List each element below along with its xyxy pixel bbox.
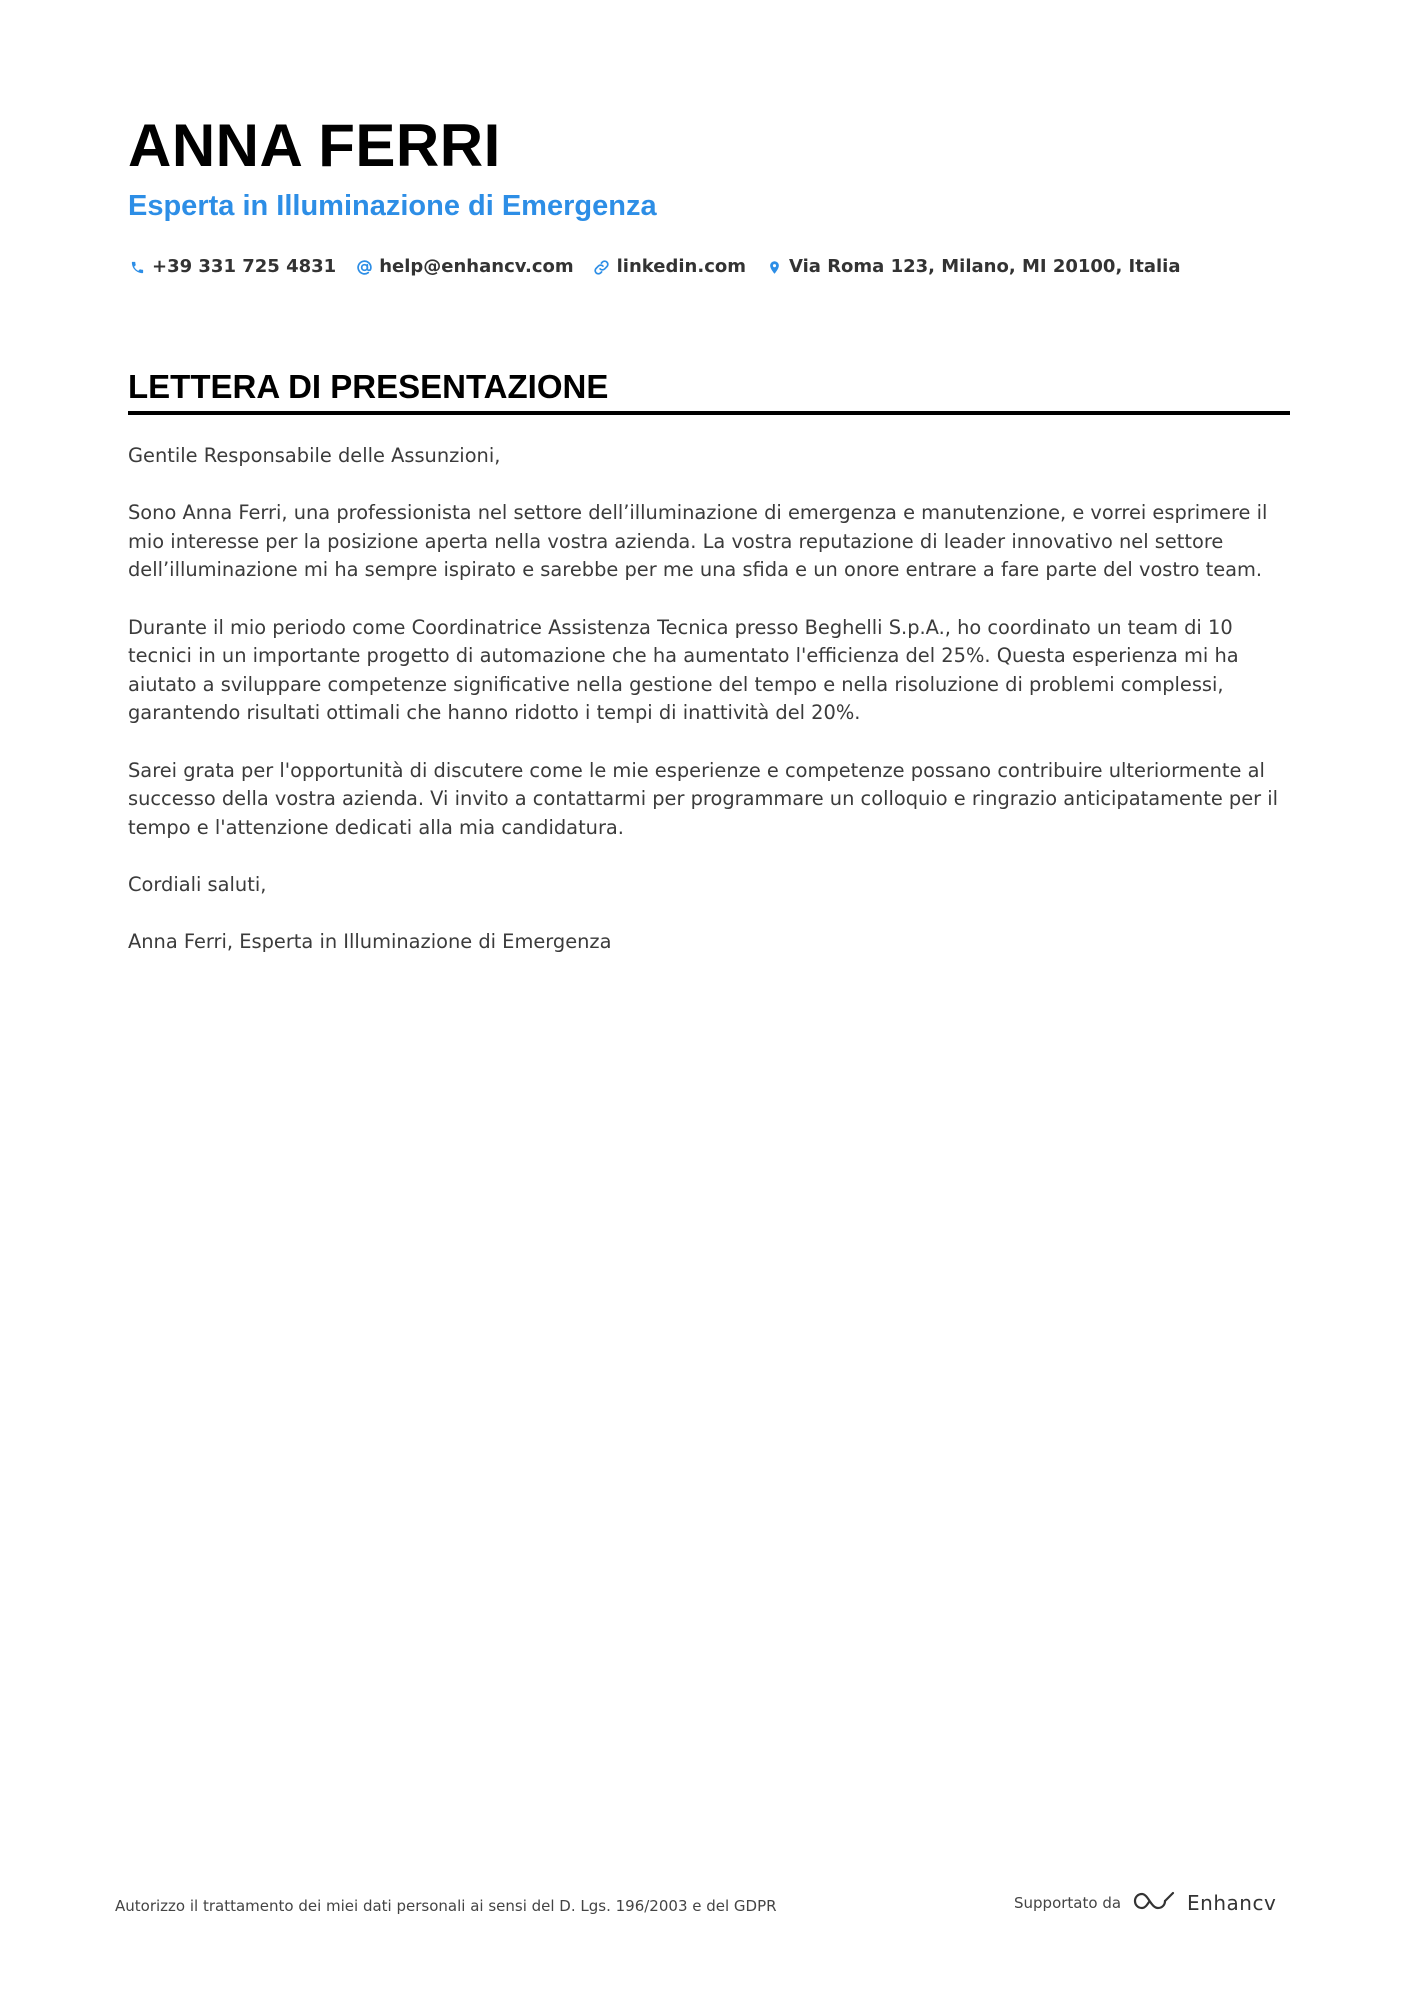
letter-body: [128, 442, 1290, 985]
letter-signature: Anna Ferri, Esperta in Illuminazione di Emergenza: [128, 930, 612, 954]
location-pin-icon: [765, 258, 783, 276]
contact-address-text: Via Roma 123, Milano, MI 20100, Italia: [789, 256, 1181, 277]
contact-email-text[interactable]: help@enhancv.com: [379, 256, 574, 277]
contact-bar: [128, 254, 1181, 280]
letter-paragraph: Sarei grata per l'opportunità di discutere come le mie esperienze e competenze possano contribuire ulteriormente al successo della vostra azienda. Vi invito a contattarmi per programmare un colloquio e ringrazio anticipatamente per il tempo e l'attenzione dedicati alla mia candidatura.: [128, 758, 1279, 839]
letter-paragraph: Durante il mio periodo come Coordinatrice Assistenza Tecnica presso Beghelli S.p.A., ho coordinato un team di 10 tecnici in un importante progetto di automazione che ha aumentato l'efficienza del 25%. Questa esperienza mi ha aiutato a sviluppare competenze significative nella gestione del tempo e nella risoluzione di problemi complessi, garantendo risultati ottimali che hanno ridotto i tempi di inattività del 20%.: [128, 615, 1239, 725]
link-icon: [593, 258, 611, 276]
letter-greeting: Gentile Responsabile delle Assunzioni,: [128, 444, 501, 467]
letter-paragraph: Sono Anna Ferri, una professionista nel settore dell’illuminazione di emergenza e manutenzione, e vorrei esprimere il mio interesse per la posizione aperta nella vostra azienda. La vostra reputazione di leader innovativo nel settore dell’illuminazione mi ha sempre ispirato e sarebbe per me una sfida e un onore entrare a fare parte del vostro team.: [128, 501, 1268, 582]
candidate-name: ANNA FERRI: [128, 112, 501, 179]
cover-letter-page: [128, 0, 1290, 1995]
contact-linkedin[interactable]: [593, 254, 746, 280]
section-divider: [128, 411, 1290, 415]
contact-address: [765, 254, 1181, 280]
contact-phone-text: +39 331 725 4831: [152, 256, 337, 277]
supported-by-label: Supportato da: [1014, 1894, 1122, 1912]
contact-phone: [128, 254, 336, 280]
contact-email[interactable]: [355, 254, 573, 280]
at-icon: [355, 258, 373, 276]
section-heading: LETTERA DI PRESENTAZIONE: [128, 368, 609, 405]
privacy-note: Autorizzo il trattamento dei miei dati personali ai sensi del D. Lgs. 196/2003 e del GDPR: [115, 1897, 777, 1915]
letter-closing: Cordiali saluti,: [128, 872, 267, 896]
candidate-title: Esperta in Illuminazione di Emergenza: [128, 190, 657, 222]
footer-brand[interactable]: [1014, 1889, 1276, 1917]
phone-icon: [128, 258, 146, 276]
brand-name: Enhancv: [1187, 1891, 1277, 1915]
enhancv-logo-icon: [1131, 1889, 1177, 1917]
contact-linkedin-text[interactable]: linkedin.com: [616, 256, 746, 277]
